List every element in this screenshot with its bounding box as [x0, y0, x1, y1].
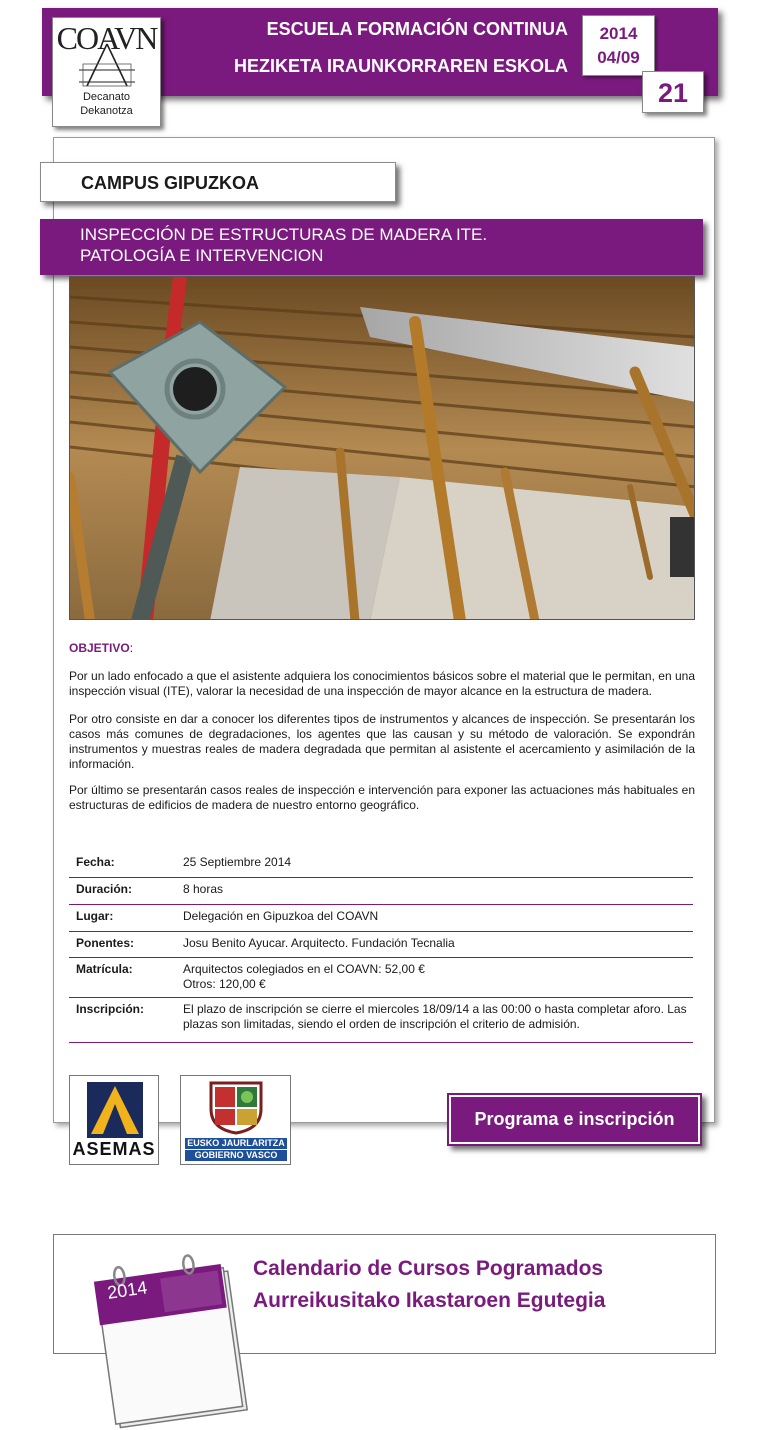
inscripcion-label: Inscripción: [76, 1002, 145, 1016]
table-divider [69, 957, 693, 958]
logo-wordmark: COAVN [56, 20, 157, 56]
lugar-value: Delegación en Gipuzkoa del COAVN [183, 909, 379, 923]
matricula-label: Matrícula: [76, 962, 133, 976]
header-title-es: ESCUELA FORMACIÓN CONTINUA [266, 19, 568, 39]
course-photo [69, 276, 695, 620]
compass-logo-icon [75, 42, 139, 88]
gv-name-es: GOBIERNO VASCO [185, 1150, 287, 1161]
program-registration-button[interactable]: Programa e inscripción [447, 1093, 702, 1146]
table-divider [69, 1042, 693, 1043]
inscripcion-value: El plazo de inscripción se cierre el miercoles 18/09/14 a las 00:00 o hasta completar aforo. Las plazas son limitadas, siendo el orden de inscripción el criterio de admisión. [183, 1002, 687, 1031]
calendar-title-eu[interactable]: Aurreikusitako Ikastaroen Egutegia [253, 1289, 606, 1312]
asemas-wordmark: ASEMAS [72, 1139, 156, 1159]
date-day: 04/09 [597, 48, 640, 67]
lugar-label: Lugar: [76, 909, 114, 923]
calendar-year: 2014 [106, 1277, 149, 1303]
table-divider [69, 997, 693, 998]
objective-label: OBJETIVO [69, 641, 130, 655]
matricula-otros: Otros: 120,00 € [183, 977, 266, 991]
objective-colon: : [129, 641, 134, 655]
matricula-colegiados: Arquitectos colegiados en el COAVN: 52,00 € [183, 962, 425, 976]
logo-subtitle [53, 90, 160, 118]
ponentes-label: Ponentes: [76, 936, 135, 950]
table-divider [69, 904, 693, 905]
table-divider [69, 931, 693, 932]
duracion-label: Duración: [76, 882, 133, 896]
duracion-value: 8 horas [183, 882, 224, 896]
timber-structure-photo [70, 277, 695, 620]
course-title-band [40, 219, 703, 275]
desk-calendar-icon [88, 1240, 248, 1430]
asemas-logo[interactable] [69, 1075, 159, 1165]
basque-coat-of-arms-icon [207, 1079, 265, 1135]
objective-paragraph-2: Por otro consiste en dar a conocer los diferentes tipos de instrumentos y alcances de inspección. Se presentarán los casos más comunes de degradaciones, los agentes que las causan y su método de valoración. Se expondrán instrumentos y muestras reales de madera degradada que permitan al asistente el acercamiento y asimilación de la información. [69, 712, 695, 771]
logo-sub-es: Decanato [82, 91, 131, 103]
issue-number: 21 [642, 71, 704, 113]
matricula-value [183, 962, 695, 992]
fecha-value: 25 Septiembre 2014 [183, 855, 292, 869]
objective-paragraph-3: Por último se presentarán casos reales de inspección e intervención para exponer las actuaciones más habituales en estructuras de edificios de madera de nuestro entorno geográfico. [69, 783, 695, 812]
campus-label: CAMPUS GIPUZKOA [40, 162, 396, 202]
table-divider [69, 877, 693, 878]
asemas-mark-icon [87, 1082, 143, 1138]
header-title-eu: HEZIKETA IRAUNKORRAREN ESKOLA [233, 56, 568, 76]
date-badge [582, 15, 655, 76]
fecha-label: Fecha: [76, 855, 115, 869]
coavn-logo[interactable] [52, 17, 161, 127]
calendar-title-es[interactable]: Calendario de Cursos Pogramados [253, 1257, 604, 1280]
gv-name-eu: EUSKO JAURLARITZA [185, 1138, 287, 1149]
ponentes-value: Josu Benito Ayucar. Arquitecto. Fundación Tecnalia [183, 936, 455, 950]
objective-paragraph-1: Por un lado enfocado a que el asistente adquiera los conocimientos básicos sobre el material que le permitan, en una inspección visual (ITE), valorar la necesidad de una inspección de mayor alcance en la estructura de madera. [69, 669, 695, 698]
logo-sub-eu: Dekanotza [80, 105, 133, 117]
course-title-line-1: INSPECCIÓN DE ESTRUCTURAS DE MADERA ITE. [80, 225, 488, 244]
objective-heading [69, 641, 133, 655]
date-year: 2014 [599, 24, 638, 43]
course-title-line-2: PATOLOGÍA E INTERVENCION [80, 246, 324, 265]
gobierno-vasco-logo[interactable] [180, 1075, 291, 1165]
